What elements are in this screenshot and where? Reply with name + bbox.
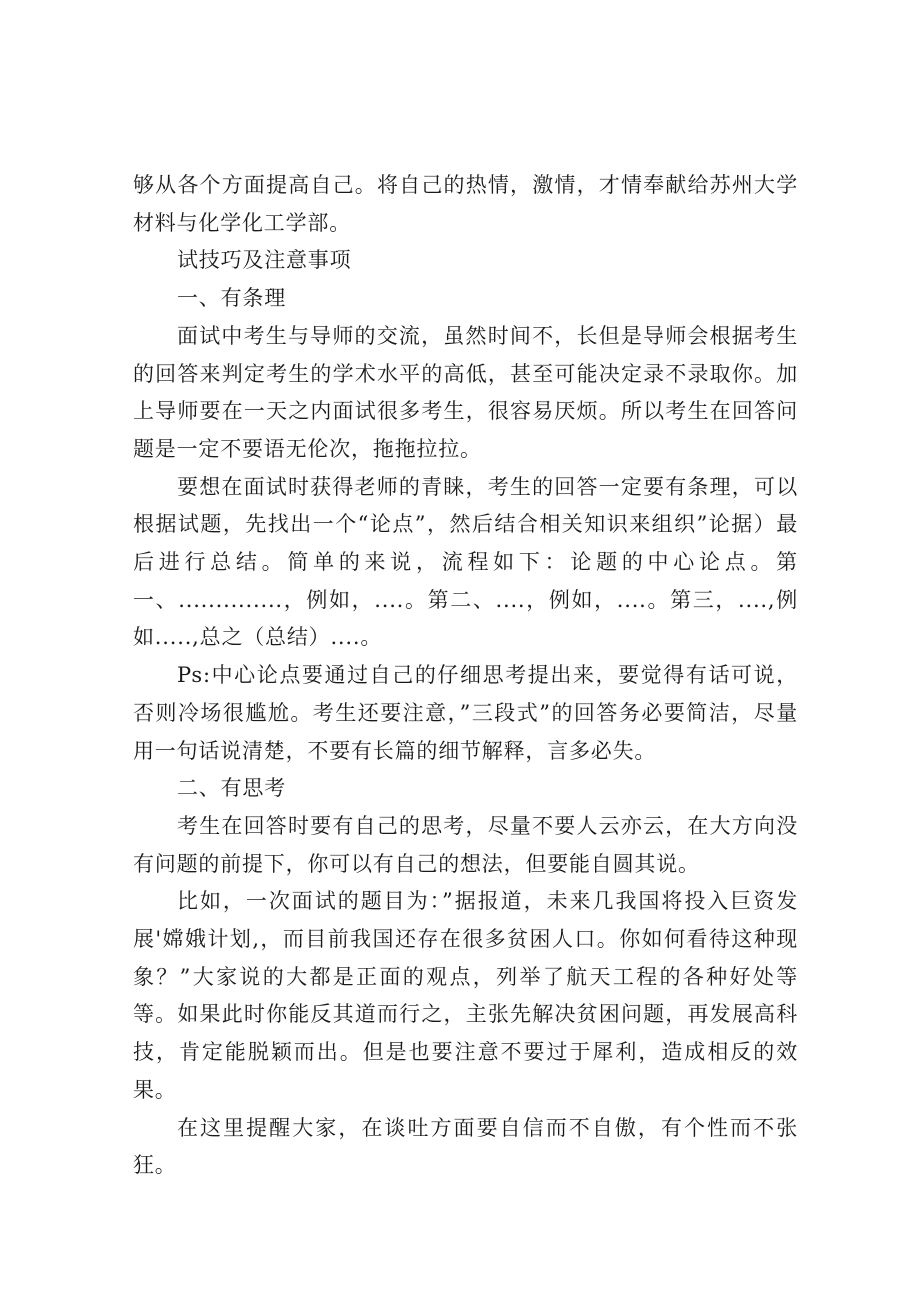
paragraph-example: 比如，一次面试的题目为：”据报道，未来几我国将投入巨资发展'嫦娥计划,，而目前我国还存在很多贫困人口。你如何看待这种现象？”大家说的大都是正面的观点，列举了航天工程的各种好处等等。如果此时你能反其道而行之，主张先解决贫困问题，再发展高科技，肯定能脱颖而出。但是也要注意不要过于犀利，造成相反的效果。 bbox=[133, 889, 798, 1102]
paragraph-ps-note: Ps:中心论点要通过自己的仔细思考提出来，要觉得有话可说，否则冷场很尴尬。考生还要注意，”三段式”的回答务必要简洁，尽量用一句话说清楚，不要有长篇的细节解释，言多必失。 bbox=[133, 663, 798, 763]
heading-organized: 一、有条理 bbox=[177, 286, 286, 311]
paragraph-interview-exchange: 面试中考生与导师的交流，虽然时间不，长但是导师会根据考生的回答来判定考生的学术水平的高低，甚至可能决定录不录取你。加上导师要在一天之内面试很多考生，很容易厌烦。所以考生在回答问题是一定不要语无伦次，拖拖拉拉。 bbox=[133, 323, 798, 461]
paragraph-answer-structure: 要想在面试时获得老师的青睐，考生的回答一定要有条理，可以根据试题，先找出一个“论点”，然后结合相关知识来组织”论据）最后进行总结。简单的来说，流程如下：论题的中心论点。第一、..............，例如，....。第二、....，例如，....。第三，....,例如.....,总之（总结）....。 bbox=[133, 474, 798, 650]
heading-thinking: 二、有思考 bbox=[177, 776, 286, 801]
section-title: 试技巧及注意事项 bbox=[177, 248, 352, 273]
document-body bbox=[133, 167, 798, 1185]
paragraph-intro-continuation: 够从各个方面提高自己。将自己的热情，激情，才情奉献给苏州大学材料与化学化工学部。 bbox=[133, 173, 798, 235]
paragraph-own-thinking: 考生在回答时要有自己的思考，尽量不要人云亦云，在大方向没有问题的前提下，你可以有自己的想法，但要能自圆其说。 bbox=[133, 813, 798, 876]
paragraph-reminder: 在这里提醒大家，在谈吐方面要自信而不自傲，有个性而不张狂。 bbox=[133, 1115, 798, 1178]
